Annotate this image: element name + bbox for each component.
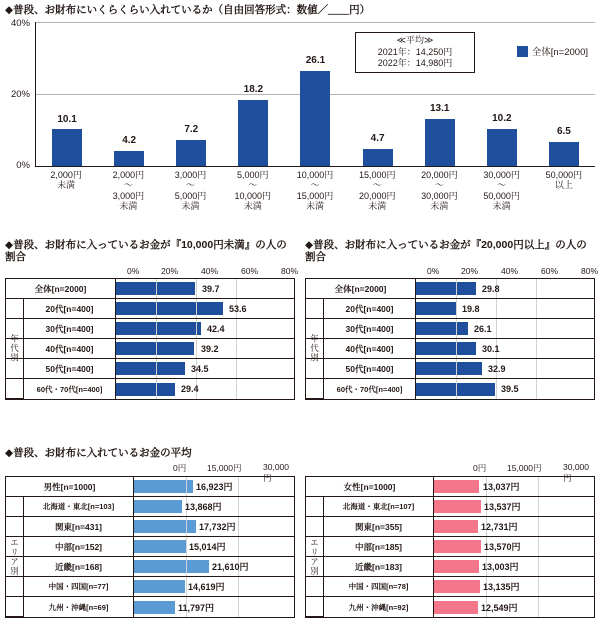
y-tick-40: 40%	[10, 18, 30, 29]
table-row	[6, 597, 294, 617]
row-bar	[434, 580, 480, 593]
bar-value: 18.2	[243, 84, 264, 95]
row-value: 13,037円	[483, 482, 520, 492]
bar	[363, 149, 393, 166]
x-label: 20,000円 ～ 30,000円 未満	[421, 170, 458, 212]
row-bar	[134, 580, 185, 593]
axis-tick: 0%	[127, 266, 140, 276]
row-label: 60代・70代[n=400]	[24, 379, 116, 399]
row-bar-cell	[134, 497, 294, 516]
axis-tick: 0%	[427, 266, 440, 276]
y-tick-0: 0%	[16, 160, 30, 171]
top-x-axis-labels	[35, 170, 595, 211]
bar-value: 10.2	[492, 113, 512, 124]
mid-right-table	[305, 278, 595, 400]
row-bar-cell	[116, 359, 294, 378]
row-bar	[434, 540, 481, 553]
row-value: 34.5	[191, 363, 209, 374]
row-bar-cell	[134, 517, 294, 536]
row-bar	[134, 601, 175, 614]
legend-label: 全体[n=2000]	[531, 47, 588, 58]
bar	[52, 129, 82, 166]
row-label: 北海道・東北[n=103]	[24, 497, 134, 516]
row-bar-cell	[116, 279, 294, 298]
x-label: 50,000円 以上	[545, 170, 583, 191]
row-bar	[416, 282, 476, 295]
bar	[425, 119, 455, 167]
table-row	[6, 319, 294, 339]
row-label: 全体[n=2000]	[306, 279, 416, 298]
top-bars	[36, 22, 595, 166]
row-label: 60代・70代[n=400]	[324, 379, 416, 399]
top-chart-plot-area	[35, 22, 595, 167]
row-value: 13,868円	[185, 502, 222, 512]
axis-tick: 40%	[201, 266, 219, 276]
axis-tick: 0円	[473, 463, 487, 473]
row-bar	[434, 500, 481, 513]
row-bar-cell	[434, 557, 594, 576]
row-value: 16,923円	[196, 482, 233, 492]
row-bar-cell	[416, 339, 594, 358]
bottom-right-table	[305, 476, 595, 618]
table-row	[6, 339, 294, 359]
axis-tick: 15,000円	[507, 463, 542, 473]
axis-tick: 20%	[461, 266, 479, 276]
row-label: 九州・沖縄[n=69]	[24, 597, 134, 617]
row-bar	[416, 362, 482, 375]
row-bar-cell	[434, 537, 594, 556]
row-bar	[416, 342, 476, 355]
row-bar	[134, 480, 193, 493]
table-row	[306, 319, 594, 339]
row-bar-cell	[134, 597, 294, 617]
group-label: 年代別	[6, 299, 24, 399]
row-value: 13,537円	[484, 502, 521, 512]
table-row	[306, 597, 594, 617]
row-bar-cell	[434, 477, 594, 496]
average-2022: 2022年：14,980円	[377, 58, 453, 69]
row-value: 12,731円	[481, 522, 518, 532]
table-row	[306, 339, 594, 359]
row-label: 40代[n=400]	[24, 339, 116, 358]
row-value: 39.5	[501, 384, 519, 394]
row-bar-cell	[116, 379, 294, 399]
row-value: 19.8	[462, 303, 480, 314]
bottom-left-table	[5, 476, 295, 618]
row-label: 中国・四国[n=77]	[24, 577, 134, 596]
row-value: 11,797円	[178, 602, 215, 613]
bar	[238, 100, 268, 166]
axis-tick: 30,000円	[263, 462, 289, 483]
mid-right-title: ◆普段、お財布に入っているお金が『20,000円以上』の人の割合	[305, 239, 587, 263]
row-bar	[434, 601, 478, 614]
row-value: 29.4	[181, 384, 199, 394]
bar	[487, 129, 517, 166]
row-bar-cell	[116, 319, 294, 338]
average-heading: ≪平均≫	[396, 35, 434, 45]
row-bar-cell	[116, 299, 294, 318]
top-chart-title: ◆普段、お財布にいくらくらい入れているか（自由回答形式：数値／＿＿円）	[5, 4, 371, 16]
axis-tick: 0円	[173, 463, 187, 473]
axis-tick: 20%	[161, 266, 179, 276]
row-bar	[134, 500, 182, 513]
average-2021: 2021年：14,250円	[377, 46, 453, 57]
row-label: 20代[n=400]	[324, 299, 416, 318]
axis-tick: 80%	[581, 266, 599, 276]
row-value: 12,549円	[481, 602, 518, 613]
table-row	[6, 517, 294, 537]
row-bar	[134, 560, 209, 573]
row-bar-cell	[134, 537, 294, 556]
x-label: 5,000円 ～ 10,000円 未満	[234, 170, 272, 212]
row-bar-cell	[116, 339, 294, 358]
x-label: 2,000円 未満	[50, 170, 82, 191]
row-bar-cell	[416, 359, 594, 378]
row-bar-cell	[134, 557, 294, 576]
row-bar	[434, 520, 478, 533]
table-row	[306, 359, 594, 379]
row-value: 13,003円	[482, 562, 519, 572]
top-chart-section	[0, 0, 600, 228]
table-row	[6, 359, 294, 379]
bar-value: 10.1	[57, 114, 77, 125]
row-label: 20代[n=400]	[24, 299, 116, 318]
mid-left-title: ◆普段、お財布に入っているお金が『10,000円未満』の人の割合	[5, 239, 287, 263]
row-value: 17,732円	[199, 522, 236, 532]
row-value: 39.2	[201, 343, 219, 354]
x-label: 30,000円 ～ 50,000円 未満	[483, 170, 520, 212]
bar-group	[160, 22, 222, 166]
row-bar-cell	[134, 477, 294, 496]
table-row	[306, 517, 594, 537]
row-value: 29.8	[482, 283, 500, 294]
row-label: 中部[n=185]	[324, 537, 434, 556]
bar-group	[222, 22, 284, 166]
bottom-title: ◆普段、お財布に入れているお金の平均	[5, 447, 192, 459]
row-bar	[116, 322, 201, 335]
table-row	[6, 557, 294, 577]
row-value: 53.6	[229, 303, 247, 314]
legend-swatch-icon	[517, 46, 528, 57]
row-bar	[134, 540, 186, 553]
row-bar-cell	[416, 279, 594, 298]
row-label: 北海道・東北[n=107]	[324, 497, 434, 516]
row-bar-cell	[434, 597, 594, 617]
table-row	[306, 537, 594, 557]
bar-value: 26.1	[305, 55, 326, 66]
bar-value: 13.1	[429, 103, 450, 114]
table-row	[306, 279, 594, 299]
row-label: 40代[n=400]	[324, 339, 416, 358]
bar	[114, 151, 144, 166]
row-value: 14,619円	[188, 582, 225, 592]
average-callout	[355, 32, 475, 73]
row-label: 中国・四国[n=78]	[324, 577, 434, 596]
bar-group	[284, 22, 346, 166]
row-bar-cell	[434, 497, 594, 516]
table-row	[306, 477, 594, 497]
bar-value: 4.2	[122, 135, 137, 146]
bar-group	[98, 22, 160, 166]
bar	[549, 142, 579, 166]
row-label: 30代[n=400]	[24, 319, 116, 338]
row-bar	[116, 362, 185, 375]
row-bar-cell	[416, 379, 594, 399]
row-bar-cell	[434, 577, 594, 596]
row-label: 50代[n=400]	[324, 359, 416, 378]
row-bar	[416, 302, 456, 315]
axis-tick: 80%	[281, 266, 299, 276]
group-label: 年代別	[306, 299, 324, 399]
group-label: エリア別	[6, 497, 24, 617]
table-row	[6, 379, 294, 399]
row-bar	[116, 383, 175, 396]
row-label: 男性[n=1000]	[6, 477, 134, 496]
row-bar-cell	[416, 319, 594, 338]
axis-tick: 30,000円	[563, 462, 589, 483]
axis-tick: 15,000円	[207, 463, 242, 473]
table-row	[306, 379, 594, 399]
bar-value: 7.2	[184, 124, 199, 135]
row-bar	[434, 560, 479, 573]
legend	[517, 44, 588, 58]
bar-value: 6.5	[556, 126, 571, 137]
row-value: 42.4	[207, 323, 225, 334]
row-label: 関東[n=431]	[24, 517, 134, 536]
row-label: 九州・沖縄[n=92]	[324, 597, 434, 617]
row-value: 13,135円	[483, 582, 520, 592]
row-bar-cell	[434, 517, 594, 536]
axis-tick: 40%	[501, 266, 519, 276]
x-label: 10,000円 ～ 15,000円 未満	[296, 170, 334, 212]
x-label: 2,000円 ～ 3,000円 未満	[112, 170, 145, 212]
row-bar	[434, 480, 479, 493]
row-value: 26.1	[474, 323, 492, 334]
mid-left-table	[5, 278, 295, 400]
row-label: 近畿[n=168]	[24, 557, 134, 576]
row-label: 中部[n=152]	[24, 537, 134, 556]
row-label: 近畿[n=183]	[324, 557, 434, 576]
group-label: エリア別	[306, 497, 324, 617]
row-label: 女性[n=1000]	[306, 477, 434, 496]
bar-group	[36, 22, 98, 166]
y-tick-20: 20%	[10, 89, 30, 100]
row-value: 21,610円	[212, 562, 249, 572]
row-value: 15,014円	[189, 542, 226, 552]
axis-tick: 60%	[241, 266, 259, 276]
bar-value: 4.7	[370, 133, 385, 144]
row-label: 関東[n=355]	[324, 517, 434, 536]
x-label: 15,000円 ～ 20,000円 未満	[358, 170, 396, 212]
table-row	[306, 577, 594, 597]
row-value: 32.9	[488, 363, 506, 374]
table-row	[306, 557, 594, 577]
row-bar	[416, 322, 468, 335]
axis-tick: 60%	[541, 266, 559, 276]
row-value: 13,570円	[484, 542, 521, 552]
row-bar	[116, 302, 223, 315]
row-bar-cell	[416, 299, 594, 318]
row-value: 39.7	[202, 283, 220, 294]
row-label: 全体[n=2000]	[6, 279, 116, 298]
table-row	[6, 477, 294, 497]
bar	[176, 140, 206, 166]
x-label: 3,000円 ～ 5,000円 未満	[174, 170, 207, 212]
bar	[300, 71, 330, 166]
table-row	[6, 279, 294, 299]
table-row	[6, 577, 294, 597]
row-value: 30.1	[482, 343, 500, 354]
table-row	[6, 537, 294, 557]
row-label: 50代[n=400]	[24, 359, 116, 378]
row-label: 30代[n=400]	[324, 319, 416, 338]
row-bar-cell	[134, 577, 294, 596]
